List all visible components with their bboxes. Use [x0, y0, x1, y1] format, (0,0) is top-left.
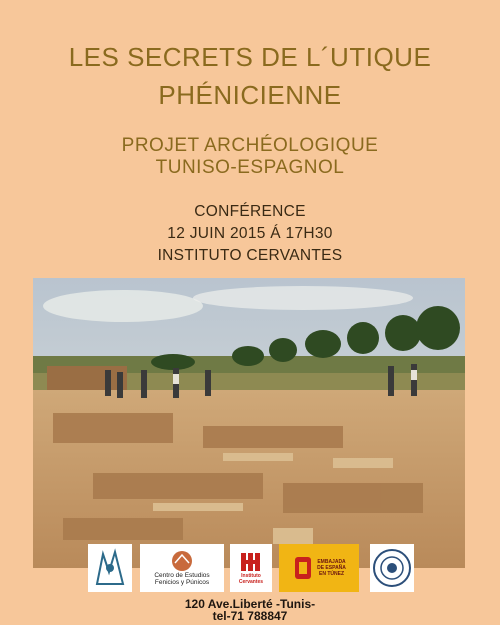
title-line-2: PHÉNICIENNE: [158, 80, 342, 110]
university-seal-icon: [370, 544, 414, 592]
centro-estudios-line-1: Centro de Estudios: [154, 572, 210, 579]
museum-logo-icon: [88, 544, 132, 592]
title-line-1: LES SECRETS DE L´UTIQUE: [68, 42, 432, 72]
cervantes-line-1: Instituto: [241, 573, 261, 579]
cervantes-emblem-icon: [239, 551, 263, 573]
phone-line: tel-71 788847: [212, 609, 288, 623]
centro-estudios-line-2: Fenicios y Púnicos: [154, 579, 210, 586]
instituto-cervantes-logo: [230, 544, 272, 592]
subtitle-line-1: PROJET ARCHÉOLOGIQUE: [121, 135, 379, 156]
spain-coat-of-arms-icon: [292, 553, 314, 583]
centro-estudios-emblem-icon: [169, 550, 195, 572]
cervantes-line-2: Cervantes: [238, 579, 264, 585]
sponsor-logos: [0, 544, 500, 596]
embassy-line-2: DE ESPAÑA: [317, 565, 346, 571]
embassy-line-3: EN TÚNEZ: [319, 571, 344, 577]
embassy-spain-logo: [279, 544, 359, 592]
excavation-photo: [33, 278, 465, 568]
centro-estudios-logo: [140, 544, 224, 592]
event-venue: INSTITUTO CERVANTES: [157, 247, 343, 264]
excavation-photo-illustration: [33, 278, 465, 568]
address-line: 120 Ave.Liberté -Tunis-: [184, 597, 316, 611]
subtitle-line-2: TUNISO-ESPAGNOL: [155, 157, 345, 178]
event-type: CONFÉRENCE: [194, 203, 306, 220]
embassy-line-1: EMBAJADA: [317, 559, 346, 565]
event-datetime: 12 JUIN 2015 Á 17H30: [167, 225, 333, 242]
